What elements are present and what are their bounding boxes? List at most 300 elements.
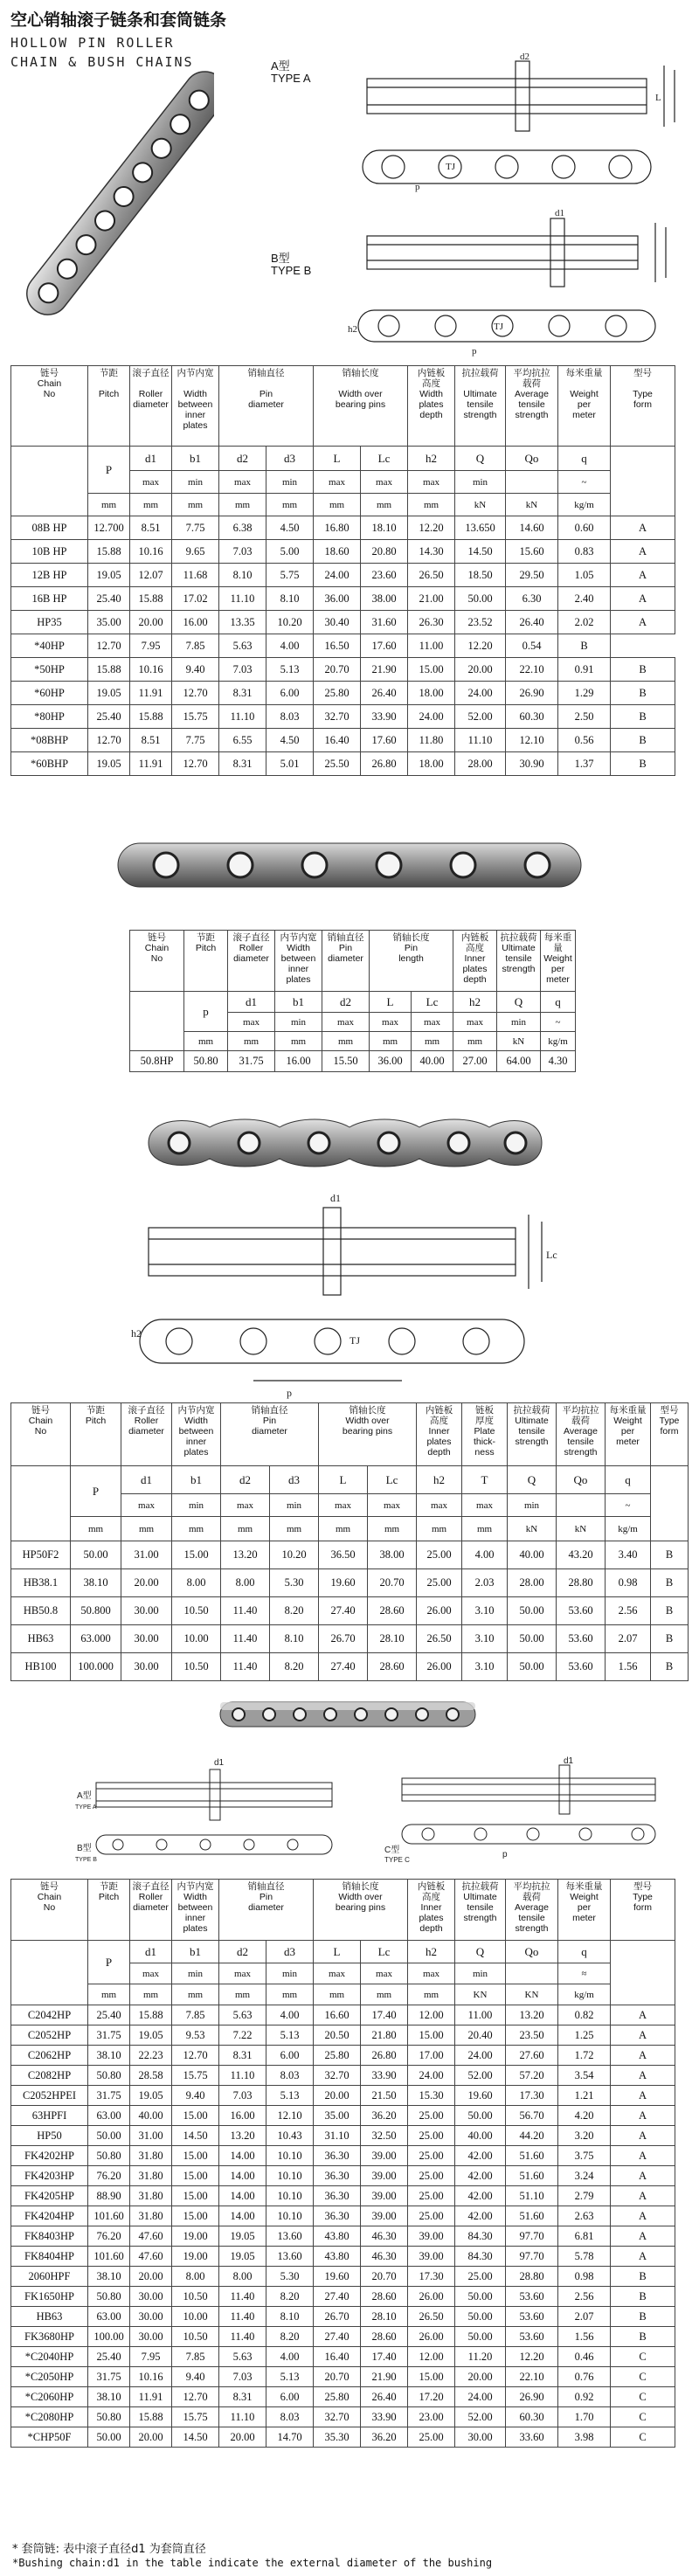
t1-h-ats: 平均抗拉 载荷 Average tensile strength	[506, 366, 558, 447]
t1-limit: max	[361, 471, 408, 494]
table-cell: 23.52	[455, 611, 506, 634]
table-cell: 6.00	[266, 682, 314, 705]
table-cell: 15.00	[172, 2106, 219, 2126]
table-cell: 8.10	[270, 1625, 319, 1653]
table-cell: 10.20	[266, 611, 314, 634]
table-cell: B	[611, 2287, 675, 2307]
table-cell: 31.80	[130, 2146, 172, 2166]
table-row	[11, 729, 675, 752]
table-cell: 15.00	[172, 2166, 219, 2186]
table-row	[11, 705, 675, 729]
table-cell: 0.76	[558, 2367, 611, 2387]
table-cell: 10.50	[172, 2287, 219, 2307]
type-a-dim-TJ: TJ	[446, 162, 455, 172]
table-cell: 35.30	[314, 2427, 361, 2448]
table-cell: 7.85	[172, 2005, 219, 2025]
table-cell: 20.70	[314, 658, 361, 682]
t4-unit: mm	[408, 1984, 455, 2005]
table-cell: 28.00	[455, 752, 506, 776]
table-cell: 10.10	[266, 2146, 314, 2166]
table-cell: 32.70	[314, 2066, 361, 2086]
t1-h-pinlen: 销轴长度 Width over bearing pins	[314, 366, 408, 447]
t1-sym: L	[314, 447, 361, 471]
table-cell: 28.60	[368, 1597, 417, 1625]
table-cell: 76.20	[88, 2226, 130, 2247]
table-cell: 28.00	[508, 1569, 557, 1597]
t1-h-chain: 链号 Chain No	[11, 366, 88, 447]
chain-no-cell: *CHP50F	[11, 2427, 88, 2448]
type-b-dim-TJ: TJ	[494, 322, 503, 332]
table-cell: 11.40	[219, 2307, 266, 2327]
t4-sym: Q	[455, 1941, 506, 1963]
table-cell: 20.00	[130, 2427, 172, 2448]
table-row	[11, 516, 675, 540]
table-cell: 15.00	[408, 2367, 455, 2387]
table-cell: 19.05	[219, 2226, 266, 2247]
table-cell: 27.40	[314, 2327, 361, 2347]
table-cell: 50.80	[88, 2066, 130, 2086]
t4-h-type: 型号 Type form	[611, 1880, 675, 1941]
chain-no-cell: *C2080HP	[11, 2407, 88, 2427]
table-cell: 11.40	[221, 1597, 270, 1625]
table-cell: 100.00	[88, 2327, 130, 2347]
chain-no-cell: FK4203HP	[11, 2166, 88, 2186]
table-cell: 12.20	[408, 516, 455, 540]
table-cell: 12.07	[130, 564, 172, 587]
table-cell: 32.70	[314, 2407, 361, 2427]
t2-h-weight: 每米重量 Weight per meter	[541, 931, 576, 992]
table-cell: A	[611, 540, 675, 564]
t1-limit: max	[130, 471, 172, 494]
table-cell: 3.10	[462, 1653, 508, 1681]
type-a-dim-L: L	[655, 93, 661, 103]
table-cell: 35.00	[314, 2106, 361, 2126]
table-cell: 6.38	[219, 516, 266, 540]
table-row	[11, 564, 675, 587]
type-b-label-cn: B型	[271, 252, 290, 265]
table-row	[11, 1569, 689, 1597]
table-cell: 8.20	[270, 1653, 319, 1681]
t2-unit: mm	[370, 1032, 412, 1051]
chain-photo-4	[217, 1697, 479, 1732]
table-cell: 7.03	[219, 2367, 266, 2387]
t3-h-type: 型号 Type form	[651, 1403, 689, 1466]
table-cell: 25.00	[455, 2267, 506, 2287]
table-cell: 57.20	[506, 2066, 558, 2086]
t2-unit: mm	[453, 1032, 497, 1051]
table-cell: 5.13	[266, 2086, 314, 2106]
table-cell: 13.35	[219, 611, 266, 634]
table-cell: 7.85	[172, 634, 219, 658]
table-row	[11, 2367, 675, 2387]
table-cell: 30.00	[130, 2307, 172, 2327]
t3-sym: h2	[417, 1466, 462, 1494]
table-cell: 7.03	[219, 2086, 266, 2106]
table-cell: 53.60	[557, 1625, 606, 1653]
table-cell: B	[611, 729, 675, 752]
table-cell: 10.10	[266, 2206, 314, 2226]
t3-sym: b1	[172, 1466, 221, 1494]
t1-unit: mm	[408, 494, 455, 516]
table-cell: 14.00	[219, 2206, 266, 2226]
table-cell: 7.03	[219, 540, 266, 564]
t4-sym: Qo	[506, 1941, 558, 1963]
table-cell: 24.00	[455, 2046, 506, 2066]
table-cell: 26.40	[361, 682, 408, 705]
table-cell: 9.53	[172, 2025, 219, 2046]
table-row	[11, 2106, 675, 2126]
table-cell: 15.30	[408, 2086, 455, 2106]
table-cell: 12.70	[172, 2387, 219, 2407]
table-cell: 1.72	[558, 2046, 611, 2066]
table-cell: 5.75	[266, 564, 314, 587]
t3-sym: d1	[121, 1466, 172, 1494]
table-cell: 35.00	[88, 611, 130, 634]
table-cell: 5.00	[266, 540, 314, 564]
table-cell: 26.90	[506, 2387, 558, 2407]
table-cell: 36.50	[319, 1541, 368, 1569]
table-cell: 2.07	[558, 2307, 611, 2327]
table-cell: 36.30	[314, 2206, 361, 2226]
table-cell: 14.50	[172, 2427, 219, 2448]
chain-no-cell: HB50.8	[11, 1597, 71, 1625]
table-row	[11, 2146, 675, 2166]
table-cell: 30.00	[130, 2287, 172, 2307]
table-cell: 6.30	[506, 587, 558, 611]
table-cell: 8.31	[219, 2387, 266, 2407]
t4-sym: b1	[172, 1941, 219, 1963]
table-row	[11, 634, 675, 658]
table-cell: B	[611, 2307, 675, 2327]
table-cell: 2.56	[558, 2287, 611, 2307]
table-cell: 26.70	[319, 1625, 368, 1653]
table-cell: 52.00	[455, 2407, 506, 2427]
t2-unit: kN	[497, 1032, 541, 1051]
t3-unit: mm	[319, 1517, 368, 1541]
table-row	[11, 1653, 689, 1681]
t4-limit: ≈	[558, 1963, 611, 1984]
table-cell: 17.40	[361, 2347, 408, 2367]
table-cell: 33.90	[361, 2066, 408, 2086]
table-cell: 60.30	[506, 705, 558, 729]
table-cell: 32.70	[314, 705, 361, 729]
table-cell: 50.00	[455, 587, 506, 611]
t4-limit: max	[361, 1963, 408, 1984]
table-cell: 50.80	[88, 2146, 130, 2166]
table-cell: 16.50	[314, 634, 361, 658]
t4-sym: Lc	[361, 1941, 408, 1963]
table-cell: 15.00	[172, 2186, 219, 2206]
table-cell: 4.30	[541, 1051, 576, 1072]
table-cell: 31.60	[361, 611, 408, 634]
type-b-dim-h2: h2	[348, 324, 357, 335]
table-cell: 31.80	[130, 2166, 172, 2186]
table-cell: A	[611, 564, 675, 587]
table-cell: 30.00	[121, 1625, 172, 1653]
table-cell: 26.80	[361, 752, 408, 776]
table-cell: 8.10	[219, 564, 266, 587]
table-cell: 24.00	[455, 682, 506, 705]
table-cell: 19.05	[88, 564, 130, 587]
table-cell: 2.79	[558, 2186, 611, 2206]
chain-no-cell: C2082HP	[11, 2066, 88, 2086]
table-cell: 36.30	[314, 2146, 361, 2166]
table-cell: 4.00	[266, 2347, 314, 2367]
t4-sym: d2	[219, 1941, 266, 1963]
table-cell: 24.00	[455, 2387, 506, 2407]
table-cell: 6.55	[219, 729, 266, 752]
table-cell: 3.10	[462, 1597, 508, 1625]
table-cell: 33.90	[361, 2407, 408, 2427]
table-cell: 40.00	[130, 2106, 172, 2126]
t4-h-pinlen: 销轴长度 Width over bearing pins	[314, 1880, 408, 1941]
t3-h-ats: 平均抗拉 载荷 Average tensile strength	[557, 1403, 606, 1466]
table-cell: 47.60	[130, 2247, 172, 2267]
t1-limit: max	[408, 471, 455, 494]
table-cell: 30.90	[506, 752, 558, 776]
t2-limit: max	[453, 1013, 497, 1032]
chain-no-cell: 50.8HP	[130, 1051, 184, 1072]
t3-unit: kg/m	[606, 1517, 651, 1541]
table-cell: 19.05	[88, 682, 130, 705]
t2-limit: max	[228, 1013, 275, 1032]
table-cell: 25.40	[88, 2005, 130, 2025]
table-cell: 1.56	[558, 2327, 611, 2347]
table-cell: 46.30	[361, 2226, 408, 2247]
table-cell: A	[611, 2126, 675, 2146]
t1-h-depth: 内链板 高度 Width plates depth	[408, 366, 455, 447]
table-cell: 36.20	[361, 2427, 408, 2448]
t4-unit: mm	[266, 1984, 314, 2005]
table-cell: 12.70	[172, 752, 219, 776]
table-row	[11, 2126, 675, 2146]
table-cell: 0.82	[558, 2005, 611, 2025]
table-cell: 8.20	[266, 2327, 314, 2347]
t1-h-type: 型号 Type form	[611, 366, 675, 447]
t3-limit: max	[121, 1494, 172, 1517]
t2-sym: b1	[275, 992, 322, 1013]
table-cell: 28.60	[361, 2287, 408, 2307]
drawing3-dim-Lc: Lc	[546, 1249, 557, 1261]
t1-h-pin: 销轴直径 Pin diameter	[219, 366, 314, 447]
chain-no-cell: 10B HP	[11, 540, 88, 564]
t3-h-weight: 每米重量 Weight per meter	[606, 1403, 651, 1466]
table-cell: 10.50	[172, 1597, 221, 1625]
t2-limit: min	[497, 1013, 541, 1032]
table-cell: 20.70	[361, 2267, 408, 2287]
table-cell: 11.00	[455, 2005, 506, 2025]
table-cell: 38.10	[88, 2046, 130, 2066]
table-cell: 15.88	[130, 2407, 172, 2427]
table-cell: 12.10	[266, 2106, 314, 2126]
table-cell: 24.00	[314, 564, 361, 587]
table-cell: 15.00	[172, 2146, 219, 2166]
table-cell: 20.00	[219, 2427, 266, 2448]
table-cell: C	[611, 2407, 675, 2427]
table-cell: 12.20	[506, 2347, 558, 2367]
table-cell: 25.00	[408, 2166, 455, 2186]
table-cell: B	[611, 2267, 675, 2287]
table-cell: 53.60	[557, 1597, 606, 1625]
t2-limit: ~	[541, 1013, 576, 1032]
drawing-a-label: A型	[77, 1791, 92, 1801]
table-cell: 21.90	[361, 658, 408, 682]
table-cell: 50.80	[184, 1051, 228, 1072]
spec-table-4	[10, 1879, 675, 2448]
table-cell: 1.29	[558, 682, 611, 705]
table-cell: 42.00	[455, 2146, 506, 2166]
drawing-c-label-en: TYPE C	[384, 1856, 410, 1864]
table-cell: 0.91	[558, 658, 611, 682]
t3-sym: P	[71, 1466, 121, 1517]
t1-sym: d1	[130, 447, 172, 471]
table-row	[11, 587, 675, 611]
table-cell: 12.70	[88, 634, 130, 658]
table-row	[11, 2407, 675, 2427]
type-b-label-en: TYPE B	[271, 264, 312, 277]
t2-unit: mm	[322, 1032, 370, 1051]
table-cell: A	[611, 2146, 675, 2166]
table-cell: 25.50	[314, 752, 361, 776]
t2-sym: Q	[497, 992, 541, 1013]
table-cell: 3.20	[558, 2126, 611, 2146]
table-cell: 64.00	[497, 1051, 541, 1072]
table-cell: 26.40	[506, 611, 558, 634]
chain-no-cell: *50HP	[11, 658, 88, 682]
t1-limit: min	[266, 471, 314, 494]
t1-sym: Lc	[361, 447, 408, 471]
table-row	[11, 2226, 675, 2247]
table-cell: 10.16	[130, 2367, 172, 2387]
table-cell: 11.40	[219, 2287, 266, 2307]
table-row	[130, 1051, 576, 1072]
table-cell: C	[611, 2347, 675, 2367]
table-cell: 11.10	[219, 587, 266, 611]
table-cell: B	[611, 752, 675, 776]
table-cell: 11.91	[130, 2387, 172, 2407]
t2-sym: L	[370, 992, 412, 1013]
chain-no-cell: FK4205HP	[11, 2186, 88, 2206]
table-cell: 5.63	[219, 2005, 266, 2025]
drawing3-dim-d1: d1	[330, 1192, 341, 1204]
t3-sym: T	[462, 1466, 508, 1494]
table-cell: 17.60	[361, 634, 408, 658]
t2-sym: Lc	[412, 992, 453, 1013]
table-cell: 15.88	[130, 587, 172, 611]
table-cell: 26.50	[408, 2307, 455, 2327]
t3-limit: min	[508, 1494, 557, 1517]
table-cell: 29.50	[506, 564, 558, 587]
chain-drawing-3	[131, 1188, 568, 1407]
type-a-drawing	[350, 52, 682, 192]
table-cell: B	[558, 634, 611, 658]
t3-unit: mm	[368, 1517, 417, 1541]
t3-sym: Lc	[368, 1466, 417, 1494]
t1-h-weight: 每米重量 Weight per meter	[558, 366, 611, 447]
subtitle-line1: HOLLOW PIN ROLLER	[10, 35, 175, 51]
table-cell: 10.16	[130, 658, 172, 682]
table-cell: 26.40	[361, 2387, 408, 2407]
table-cell: 15.50	[322, 1051, 370, 1072]
chain-no-cell: *60HP	[11, 682, 88, 705]
chain-no-cell: HB63	[11, 2307, 88, 2327]
table-cell: A	[611, 2186, 675, 2206]
t3-unit: mm	[71, 1517, 121, 1541]
page-title: 空心销轴滚子链条和套筒链条	[10, 10, 227, 30]
t3-limit: max	[221, 1494, 270, 1517]
table-cell: 3.10	[462, 1625, 508, 1653]
table-cell: 0.83	[558, 540, 611, 564]
spec-table-3	[10, 1402, 689, 1681]
table-cell: 11.40	[221, 1625, 270, 1653]
table-cell: 7.95	[130, 2347, 172, 2367]
t3-h-uts: 抗拉载荷 Ultimate tensile strength	[508, 1403, 557, 1466]
table-cell: 101.60	[88, 2206, 130, 2226]
t3-sym: q	[606, 1466, 651, 1494]
t3-sym: L	[319, 1466, 368, 1494]
table-cell: 17.00	[408, 2046, 455, 2066]
table-cell: 51.60	[506, 2146, 558, 2166]
table-cell: 14.50	[455, 540, 506, 564]
table-cell: 10.43	[266, 2126, 314, 2146]
chain-no-cell: FK8403HP	[11, 2226, 88, 2247]
table-cell: A	[611, 611, 675, 634]
chain-no-cell: *C2060HP	[11, 2387, 88, 2407]
table-cell: 15.00	[408, 2025, 455, 2046]
table-cell: 13.20	[221, 1541, 270, 1569]
table-cell: A	[611, 2066, 675, 2086]
t3-limit: max	[319, 1494, 368, 1517]
table-cell: 31.75	[228, 1051, 275, 1072]
footnote-cn: * 套筒链: 表中滚子直径d1 为套筒直径	[12, 2543, 206, 2556]
table-cell: C	[611, 2427, 675, 2448]
table-cell: 13.60	[266, 2226, 314, 2247]
table-cell: 14.00	[219, 2186, 266, 2206]
drawing-b-label-en: TYPE B	[75, 1857, 97, 1863]
table-cell: 10.00	[172, 2307, 219, 2327]
table-cell: 20.00	[455, 658, 506, 682]
table-cell: B	[611, 682, 675, 705]
table-cell: 5.78	[558, 2247, 611, 2267]
table-cell: 27.60	[506, 2046, 558, 2066]
table-cell: 39.00	[361, 2166, 408, 2186]
table-cell: 28.10	[361, 2307, 408, 2327]
table-cell: 20.80	[361, 540, 408, 564]
t4-unit: mm	[361, 1984, 408, 2005]
t1-limit: ~	[558, 471, 611, 494]
table-row	[11, 2166, 675, 2186]
table-cell: 4.50	[266, 516, 314, 540]
t4-h-roller: 滚子直径 Roller diameter	[130, 1880, 172, 1941]
t3-limit: min	[172, 1494, 221, 1517]
table-cell: 9.40	[172, 2367, 219, 2387]
table-cell: 0.56	[558, 729, 611, 752]
table-cell: 17.30	[506, 2086, 558, 2106]
table-cell: 16.80	[314, 516, 361, 540]
drawing3-dim-h2: h2	[131, 1327, 142, 1340]
table-cell: 19.60	[455, 2086, 506, 2106]
chain-drawing-c	[384, 1756, 682, 1866]
table-cell: 3.75	[558, 2146, 611, 2166]
table-cell: 11.68	[172, 564, 219, 587]
t3-unit: mm	[417, 1517, 462, 1541]
table-cell: 50.800	[71, 1597, 121, 1625]
table-cell: 13.60	[266, 2247, 314, 2267]
chain-no-cell: 16B HP	[11, 587, 88, 611]
table-cell: 2.02	[558, 611, 611, 634]
table-cell: 15.00	[172, 1541, 221, 1569]
table-cell: 40.00	[455, 2126, 506, 2146]
